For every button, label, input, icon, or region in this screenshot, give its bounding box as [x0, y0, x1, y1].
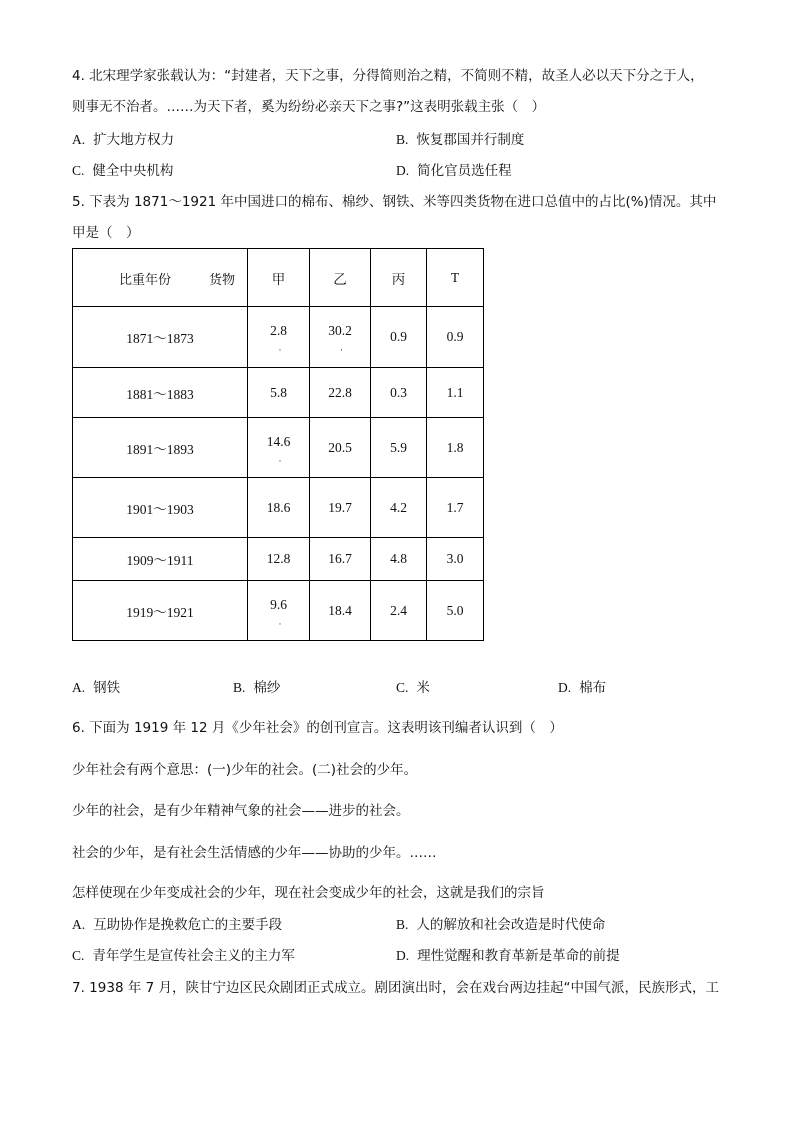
table-row: [73, 538, 484, 581]
option-text: 恢复郡国并行制度: [416, 132, 525, 148]
col-header-jia: 甲: [248, 249, 310, 307]
q6-quote-line4: 怎样使现在少年变成社会的少年，现在社会变成少年的社会，这就是我们的宗旨: [72, 885, 545, 901]
value-cell: 18.4: [310, 581, 371, 641]
header-right-label: 货物: [209, 273, 236, 288]
q4-option-b[interactable]: [396, 130, 524, 150]
option-key: B.: [396, 132, 409, 147]
import-share-table: [72, 248, 484, 641]
col-header-yi: 乙: [310, 249, 371, 307]
dot-mark: ·: [278, 455, 282, 466]
option-key: A.: [72, 680, 86, 695]
option-text: 人的解放和社会改造是时代使命: [416, 917, 606, 933]
option-key: A.: [72, 132, 86, 147]
option-text: 棉纱: [253, 680, 281, 696]
option-key: C.: [72, 163, 85, 178]
table-row: [73, 368, 484, 418]
q7-stem-line1: 7. 1938 年 7 月，陕甘宁边区民众剧团正式成立。剧团演出时，会在戏台两边挂起“中国气派，民族形式，工: [72, 980, 719, 996]
value-cell: 18.6: [248, 478, 310, 538]
value-cell: 5.8: [248, 368, 310, 418]
dot-mark: ·: [340, 345, 343, 355]
value-text: 2.8: [270, 323, 287, 338]
table-header-row: [73, 249, 484, 307]
value-cell: 16.7: [310, 538, 371, 581]
table-row: [73, 307, 484, 368]
q4-option-d[interactable]: [396, 161, 512, 181]
q6-option-d[interactable]: [396, 946, 620, 966]
value-cell: 2.4: [371, 581, 427, 641]
q6-quote-line1: 少年社会有两个意思：(一)少年的社会。(二)社会的少年。: [72, 762, 418, 778]
option-key: B.: [396, 917, 409, 932]
option-text: 扩大地方权力: [93, 132, 175, 148]
period-cell: 1891～1893: [73, 418, 248, 478]
table-row: [73, 581, 484, 641]
option-text: 互助协作是挽救危亡的主要手段: [93, 917, 283, 933]
option-key: C.: [396, 680, 409, 695]
value-cell: 19.7: [310, 478, 371, 538]
option-text: 棉布: [579, 680, 607, 696]
option-key: D.: [396, 948, 410, 963]
value-cell: 4.8: [371, 538, 427, 581]
q5-option-b[interactable]: [233, 678, 280, 698]
value-cell: 5.9: [371, 418, 427, 478]
table-row: [73, 418, 484, 478]
value-cell: 0.9: [427, 307, 484, 368]
q6-stem: 6. 下面为 1919 年 12 月《少年社会》的创刊宣言。这表明该刊编者认识到（ ）: [72, 720, 563, 736]
value-cell: 12.8: [248, 538, 310, 581]
value-text: 30.2: [328, 323, 352, 338]
table-corner-header: [73, 249, 248, 307]
col-header-ding: T: [427, 249, 484, 307]
value-cell: 1.8: [427, 418, 484, 478]
q4-stem-line1: 4. 北宋理学家张载认为：“封建者，天下之事，分得简则治之精，不简则不精，故圣人必以天下分之于人，: [72, 68, 704, 84]
option-text: 健全中央机构: [92, 163, 174, 179]
value-text: 9.6: [270, 596, 287, 612]
option-key: A.: [72, 917, 86, 932]
value-cell: 22.8: [310, 368, 371, 418]
option-key: D.: [558, 680, 572, 695]
col-header-bing: 丙: [371, 249, 427, 307]
period-cell: 1881～1883: [73, 368, 248, 418]
q4-option-a[interactable]: [72, 130, 174, 150]
q6-quote-line2: 少年的社会，是有少年精神气象的社会——进步的社会。: [72, 803, 410, 819]
value-cell: 1.1: [427, 368, 484, 418]
period-cell: 1901～1903: [73, 478, 248, 538]
q5-option-a[interactable]: [72, 678, 120, 698]
q4-option-c[interactable]: [72, 161, 173, 181]
option-key: D.: [396, 163, 410, 178]
q6-option-b[interactable]: [396, 915, 605, 935]
value-text: 14.6: [266, 433, 291, 449]
value-cell: 0.3: [371, 368, 427, 418]
option-text: 米: [416, 680, 430, 696]
q6-quote-line3: 社会的少年，是有社会生活情感的少年——协助的少年。……: [72, 845, 437, 861]
dot-mark: ·: [278, 618, 282, 629]
value-cell: 0.9: [371, 307, 427, 368]
q5-stem-line1: 5. 下表为 1871～1921 年中国进口的棉布、棉纱、钢铁、米等四类货物在进口总值中的占比(%)情况。其中: [72, 194, 717, 210]
value-cell: 5.0: [427, 581, 484, 641]
option-text: 简化官员选任程: [417, 163, 512, 179]
period-cell: 1871～1873: [73, 307, 248, 368]
value-cell: [248, 418, 310, 478]
q4-stem-line2: 则事无不治者。……为天下者，奚为纷纷必亲天下之事?”这表明张载主张（ ）: [72, 99, 546, 115]
q5-option-c[interactable]: [396, 678, 430, 698]
period-cell: 1919～1921: [73, 581, 248, 641]
option-text: 青年学生是宣传社会主义的主力军: [92, 948, 295, 964]
value-cell: [248, 581, 310, 641]
header-left-label: 比重年份: [119, 273, 172, 288]
option-key: C.: [72, 948, 85, 963]
q5-option-d[interactable]: [558, 678, 606, 698]
q6-option-a[interactable]: [72, 915, 282, 935]
option-key: B.: [233, 680, 246, 695]
value-cell: 20.5: [310, 418, 371, 478]
value-cell: 4.2: [371, 478, 427, 538]
option-text: 理性觉醒和教育革新是革命的前提: [417, 948, 620, 964]
value-cell: [310, 307, 371, 368]
dot-mark: ·: [278, 345, 282, 355]
value-cell: [248, 307, 310, 368]
period-cell: 1909～1911: [73, 538, 248, 581]
q6-option-c[interactable]: [72, 946, 295, 966]
table-row: [73, 478, 484, 538]
value-cell: 3.0: [427, 538, 484, 581]
option-text: 钢铁: [93, 680, 121, 696]
q5-stem-line2: 甲是（ ）: [72, 225, 140, 241]
value-cell: 1.7: [427, 478, 484, 538]
